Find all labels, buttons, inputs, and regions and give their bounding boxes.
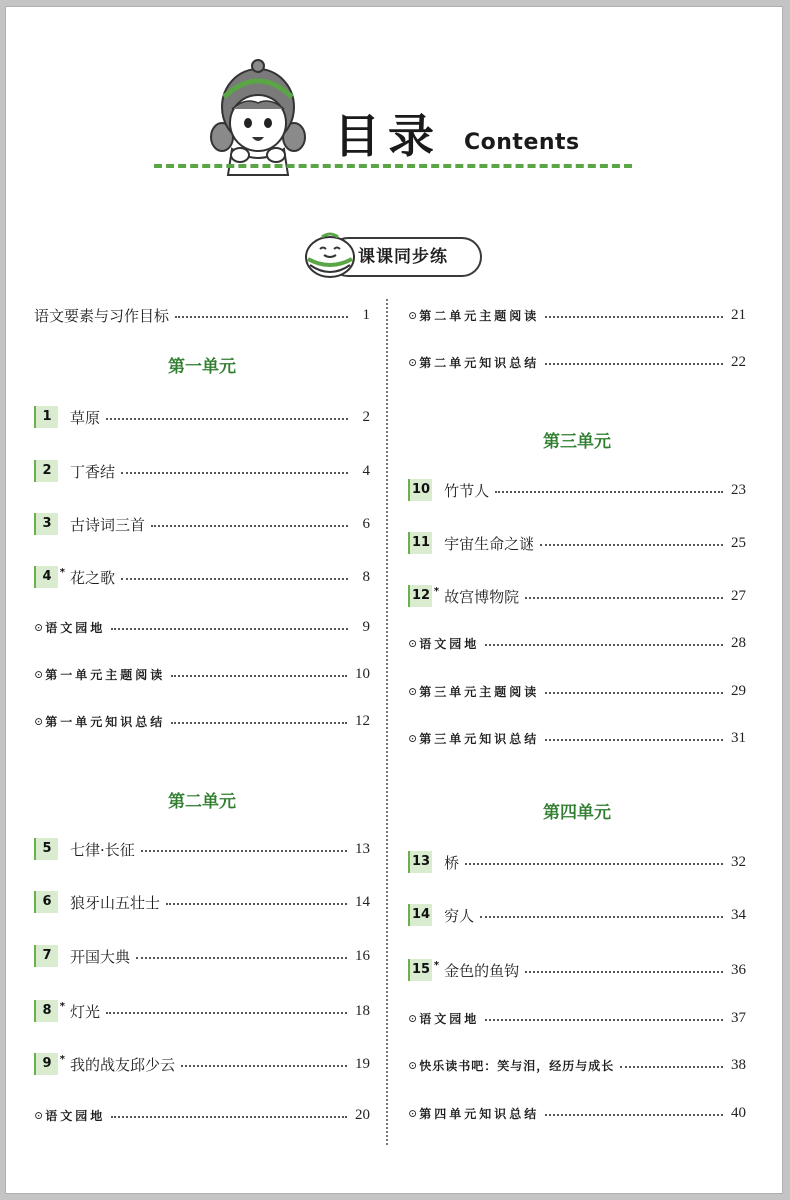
entry-title: 语文园地 — [45, 1108, 106, 1123]
toc-entry[interactable] — [34, 303, 370, 327]
entry-title: 穷人 — [444, 906, 475, 925]
entry-page: 34 — [731, 906, 746, 923]
entry-page: 1 — [362, 306, 370, 323]
dot-leader — [111, 1116, 347, 1118]
bullet-icon: ⊙ — [408, 355, 418, 369]
entry-page: 32 — [731, 853, 746, 870]
entry-title: 第一单元主题阅读 — [45, 667, 166, 682]
toc-entry[interactable] — [34, 512, 370, 536]
toc-entry[interactable] — [408, 1053, 746, 1077]
entry-page: 14 — [355, 893, 370, 910]
dot-leader — [545, 363, 723, 365]
dot-leader — [106, 418, 348, 420]
entry-title: 竹节人 — [444, 481, 490, 500]
toc-entry[interactable] — [408, 631, 746, 655]
dot-leader — [485, 644, 723, 646]
bullet-icon: ⊙ — [408, 731, 418, 745]
toc-entry[interactable] — [408, 679, 746, 703]
entry-page: 12 — [355, 712, 370, 729]
lesson-number: 8 * — [34, 1000, 58, 1022]
entry-title: 七律·长征 — [70, 840, 135, 859]
bullet-icon: ⊙ — [34, 667, 44, 681]
bullet-icon: ⊙ — [34, 714, 44, 728]
entry-title: 灯光 — [70, 1002, 101, 1021]
entry-page: 9 — [362, 618, 370, 635]
entry-title: 第三单元主题阅读 — [419, 684, 540, 699]
dot-leader — [545, 1114, 723, 1116]
dot-leader — [121, 472, 348, 474]
lesson-number: 4 * — [34, 566, 58, 588]
toc-entry[interactable] — [34, 709, 370, 733]
dot-leader — [175, 316, 348, 318]
toc-entry[interactable] — [34, 565, 370, 589]
bullet-icon: ⊙ — [408, 1058, 418, 1072]
lesson-number: 14 — [408, 904, 432, 926]
dot-leader — [151, 525, 348, 527]
entry-page: 6 — [362, 515, 370, 532]
page-title-english: Contents — [464, 130, 580, 155]
entry-page: 36 — [731, 961, 746, 978]
entry-title: 语文园地 — [419, 636, 480, 651]
toc-entry[interactable] — [34, 1052, 370, 1076]
lesson-number: 2 — [34, 460, 58, 482]
dot-leader — [525, 971, 723, 973]
lesson-number: 12 * — [408, 585, 432, 607]
dot-leader — [171, 722, 347, 724]
entry-page: 8 — [362, 568, 370, 585]
dot-leader — [485, 1019, 723, 1021]
entry-page: 37 — [731, 1009, 746, 1026]
toc-entry[interactable] — [408, 303, 746, 327]
entry-title: 语文要素与习作目标 — [34, 306, 170, 325]
contents-page — [5, 6, 783, 1194]
unit-heading: 第二单元 — [168, 792, 236, 812]
toc-entry[interactable] — [408, 1006, 746, 1030]
dot-leader — [181, 1065, 347, 1067]
unit-heading: 第一单元 — [168, 357, 236, 377]
toc-entry[interactable] — [408, 958, 746, 982]
lesson-number: 5 — [34, 838, 58, 860]
entry-title: 第四单元知识总结 — [419, 1106, 540, 1121]
entry-page: 40 — [731, 1104, 746, 1121]
entry-page: 10 — [355, 665, 370, 682]
lesson-number: 6 — [34, 891, 58, 913]
entry-title: 丁香结 — [70, 462, 116, 481]
entry-title: 草原 — [70, 408, 101, 427]
lesson-number: 9 * — [34, 1053, 58, 1075]
entry-page: 16 — [355, 947, 370, 964]
entry-title: 狼牙山五壮士 — [70, 893, 161, 912]
bullet-icon: ⊙ — [408, 308, 418, 322]
header — [6, 7, 782, 187]
entry-page: 22 — [731, 353, 746, 370]
dot-leader — [540, 544, 723, 546]
unit-heading: 第三单元 — [543, 432, 611, 452]
dot-leader — [525, 597, 723, 599]
toc-entry[interactable] — [34, 1103, 370, 1127]
bullet-icon: ⊙ — [34, 620, 44, 634]
toc-entry[interactable] — [408, 850, 746, 874]
entry-title: 故宫博物院 — [444, 587, 520, 606]
page-title: 目录 — [334, 109, 442, 163]
entry-title: 古诗词三首 — [70, 515, 146, 534]
lesson-number: 15 * — [408, 959, 432, 981]
entry-title: 第二单元主题阅读 — [419, 308, 540, 323]
lesson-number: 10 — [408, 479, 432, 501]
girl-mascot-icon — [208, 57, 308, 177]
toc-entry[interactable] — [34, 615, 370, 639]
title-divider — [154, 164, 632, 168]
entry-page: 18 — [355, 1002, 370, 1019]
entry-page: 27 — [731, 587, 746, 604]
lesson-number: 3 — [34, 513, 58, 535]
toc-entry[interactable] — [408, 584, 746, 608]
entry-title: 桥 — [444, 853, 460, 872]
dot-leader — [106, 1012, 347, 1014]
entry-page: 19 — [355, 1055, 370, 1072]
smiling-bowl-icon — [302, 227, 358, 281]
entry-page: 2 — [362, 408, 370, 425]
toc-entry[interactable] — [34, 999, 370, 1023]
bullet-icon: ⊙ — [34, 1108, 44, 1122]
entry-page: 13 — [355, 840, 370, 857]
toc-entry[interactable] — [408, 478, 746, 502]
toc-entry[interactable] — [34, 405, 370, 429]
entry-page: 20 — [355, 1106, 370, 1123]
lesson-number: 1 — [34, 406, 58, 428]
dot-leader — [121, 578, 348, 580]
toc-entry[interactable] — [34, 837, 370, 861]
entry-title: 快乐读书吧：笑与泪，经历与成长 — [419, 1058, 615, 1073]
dot-leader — [480, 916, 723, 918]
dot-leader — [111, 628, 348, 630]
badge-label: 课课同步练 — [358, 247, 448, 267]
entry-title: 第二单元知识总结 — [419, 355, 540, 370]
entry-page: 31 — [731, 729, 746, 746]
dot-leader — [136, 957, 347, 959]
dot-leader — [166, 903, 347, 905]
dot-leader — [495, 491, 723, 493]
toc-entry[interactable] — [34, 459, 370, 483]
dot-leader — [620, 1066, 723, 1068]
entry-title: 第三单元知识总结 — [419, 731, 540, 746]
entry-page: 4 — [362, 462, 370, 479]
column-divider — [386, 299, 388, 1145]
bullet-icon: ⊙ — [408, 636, 418, 650]
dot-leader — [141, 850, 347, 852]
toc-entry[interactable] — [34, 890, 370, 914]
entry-title: 开国大典 — [70, 947, 131, 966]
lesson-number: 11 — [408, 532, 432, 554]
lesson-number: 13 — [408, 851, 432, 873]
entry-title: 宇宙生命之谜 — [444, 534, 535, 553]
entry-page: 38 — [731, 1056, 746, 1073]
entry-title: 金色的鱼钩 — [444, 961, 520, 980]
toc-entry[interactable] — [34, 662, 370, 686]
entry-title: 语文园地 — [45, 620, 106, 635]
entry-title: 第一单元知识总结 — [45, 714, 166, 729]
entry-title: 花之歌 — [70, 568, 116, 587]
section-badge — [302, 225, 488, 285]
lesson-number: 7 — [34, 945, 58, 967]
entry-page: 28 — [731, 634, 746, 651]
dot-leader — [465, 863, 723, 865]
bullet-icon: ⊙ — [408, 1106, 418, 1120]
toc-entry[interactable] — [408, 1101, 746, 1125]
entry-page: 21 — [731, 306, 746, 323]
entry-page: 29 — [731, 682, 746, 699]
toc-entry[interactable] — [408, 531, 746, 555]
unit-heading: 第四单元 — [543, 803, 611, 823]
entry-title: 语文园地 — [419, 1011, 480, 1026]
dot-leader — [171, 675, 347, 677]
toc-entry[interactable] — [408, 903, 746, 927]
toc-entry[interactable] — [408, 350, 746, 374]
dot-leader — [545, 692, 723, 694]
toc-entry[interactable] — [408, 726, 746, 750]
bullet-icon: ⊙ — [408, 1011, 418, 1025]
dot-leader — [545, 739, 723, 741]
bullet-icon: ⊙ — [408, 684, 418, 698]
dot-leader — [545, 316, 723, 318]
entry-page: 25 — [731, 534, 746, 551]
entry-title: 我的战友邱少云 — [70, 1055, 176, 1074]
entry-page: 23 — [731, 481, 746, 498]
toc-entry[interactable] — [34, 944, 370, 968]
